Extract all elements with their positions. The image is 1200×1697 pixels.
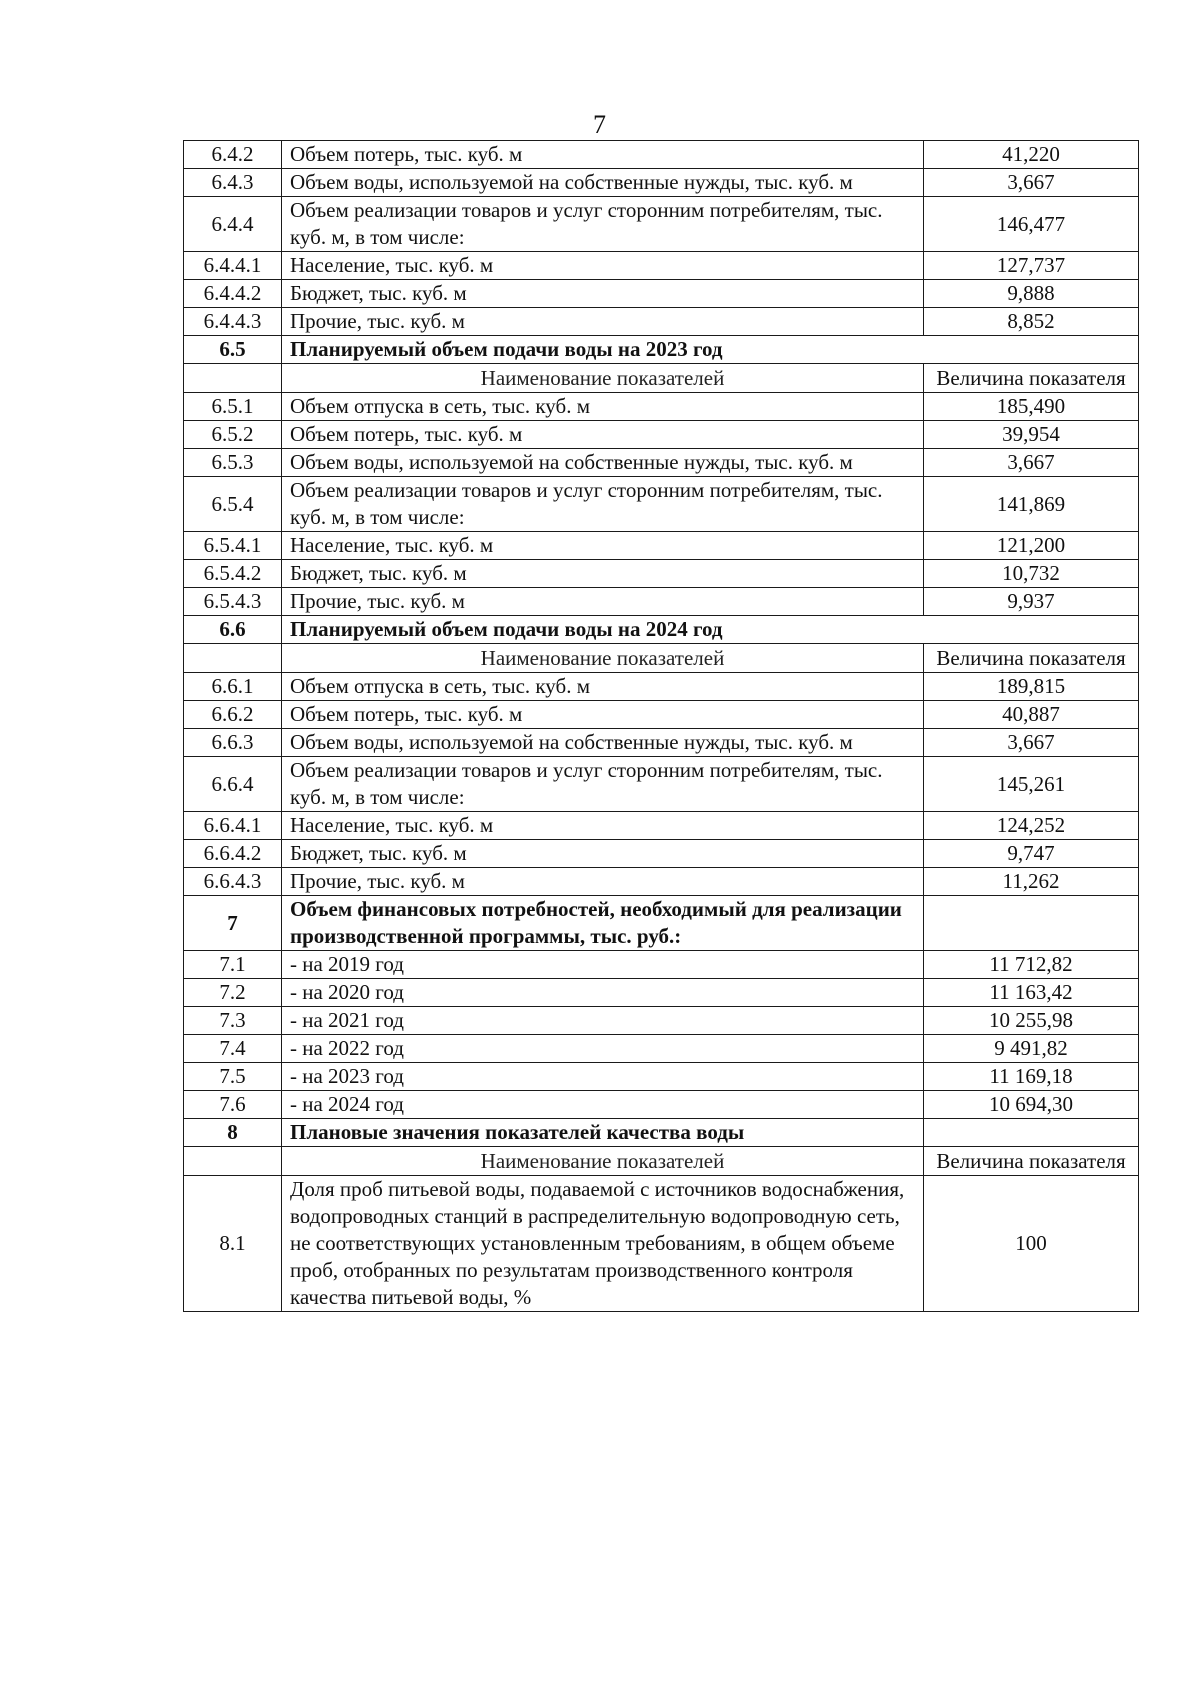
table-row [184, 421, 1139, 449]
table-row [184, 1176, 1139, 1312]
section-row [184, 1119, 1139, 1147]
row-value: 8,852 [924, 308, 1139, 336]
column-header-blank [184, 1147, 282, 1176]
row-name: Доля проб питьевой воды, подаваемой с источников водоснабжения, водопроводных станций в распределительную водопроводную сеть, не соответствующих установленным требованиям, в общем объеме проб, отобранных по результатам производственного контроля качества питьевой воды, % [282, 1176, 924, 1312]
row-number: 6.5.4 [184, 477, 282, 532]
row-name: Бюджет, тыс. куб. м [282, 280, 924, 308]
table-row [184, 812, 1139, 840]
row-number: 8.1 [184, 1176, 282, 1312]
row-name: Объем воды, используемой на собственные нужды, тыс. куб. м [282, 729, 924, 757]
row-value: 41,220 [924, 141, 1139, 169]
row-number: 6.5.4.2 [184, 560, 282, 588]
table-row [184, 588, 1139, 616]
row-name: Объем воды, используемой на собственные нужды, тыс. куб. м [282, 169, 924, 197]
row-number: 6.6.1 [184, 673, 282, 701]
section-title: Планируемый объем подачи воды на 2023 год [282, 336, 1139, 364]
row-name: - на 2020 год [282, 979, 924, 1007]
section-title: Объем финансовых потребностей, необходимый для реализации производственной программы, тыс. руб.: [282, 896, 924, 951]
row-number: 6.4.4.2 [184, 280, 282, 308]
column-header-name: Наименование показателей [282, 644, 924, 673]
table-row [184, 1007, 1139, 1035]
table-row [184, 868, 1139, 896]
row-number: 7.4 [184, 1035, 282, 1063]
table-row [184, 840, 1139, 868]
section-row [184, 896, 1139, 951]
table-row [184, 280, 1139, 308]
row-value: 11 712,82 [924, 951, 1139, 979]
table-row [184, 477, 1139, 532]
row-value: 11 169,18 [924, 1063, 1139, 1091]
row-name: - на 2022 год [282, 1035, 924, 1063]
row-name: Объем потерь, тыс. куб. м [282, 141, 924, 169]
row-value: 3,667 [924, 169, 1139, 197]
row-number: 6.4.4.3 [184, 308, 282, 336]
column-header-blank [184, 364, 282, 393]
table-row [184, 1035, 1139, 1063]
row-value: 145,261 [924, 757, 1139, 812]
column-header-name: Наименование показателей [282, 364, 924, 393]
row-value: 40,887 [924, 701, 1139, 729]
row-value: 146,477 [924, 197, 1139, 252]
row-number: 7.3 [184, 1007, 282, 1035]
row-name: Бюджет, тыс. куб. м [282, 560, 924, 588]
row-value: 9,937 [924, 588, 1139, 616]
table-row [184, 1063, 1139, 1091]
column-header-name: Наименование показателей [282, 1147, 924, 1176]
row-name: Население, тыс. куб. м [282, 252, 924, 280]
row-name: Объем отпуска в сеть, тыс. куб. м [282, 393, 924, 421]
table-row [184, 252, 1139, 280]
row-name: - на 2024 год [282, 1091, 924, 1119]
row-number: 6.4.4 [184, 197, 282, 252]
column-header-blank [184, 644, 282, 673]
table-row [184, 197, 1139, 252]
table-body [184, 141, 1139, 1312]
row-number: 7.1 [184, 951, 282, 979]
row-number: 6.5.2 [184, 421, 282, 449]
row-value: 185,490 [924, 393, 1139, 421]
section-number: 6.5 [184, 336, 282, 364]
row-value: 10 694,30 [924, 1091, 1139, 1119]
row-number: 6.5.4.3 [184, 588, 282, 616]
table-row [184, 449, 1139, 477]
table-row [184, 393, 1139, 421]
row-value: 3,667 [924, 449, 1139, 477]
row-number: 7.6 [184, 1091, 282, 1119]
section-row [184, 336, 1139, 364]
column-header-value: Величина показателя [924, 644, 1139, 673]
row-name: Население, тыс. куб. м [282, 532, 924, 560]
table-row [184, 560, 1139, 588]
row-name: Бюджет, тыс. куб. м [282, 840, 924, 868]
row-value: 9,888 [924, 280, 1139, 308]
column-header-row [184, 364, 1139, 393]
row-number: 6.6.4.1 [184, 812, 282, 840]
row-number: 6.5.4.1 [184, 532, 282, 560]
section-title: Планируемый объем подачи воды на 2024 год [282, 616, 1139, 644]
page-number: 7 [593, 110, 607, 139]
row-value: 3,667 [924, 729, 1139, 757]
table-row [184, 532, 1139, 560]
row-name: Объем реализации товаров и услуг сторонним потребителям, тыс. куб. м, в том числе: [282, 197, 924, 252]
table-row [184, 1091, 1139, 1119]
row-name: Объем воды, используемой на собственные нужды, тыс. куб. м [282, 449, 924, 477]
row-number: 7.5 [184, 1063, 282, 1091]
row-name: Объем потерь, тыс. куб. м [282, 701, 924, 729]
column-header-value: Величина показателя [924, 1147, 1139, 1176]
row-name: Объем потерь, тыс. куб. м [282, 421, 924, 449]
row-name: Прочие, тыс. куб. м [282, 308, 924, 336]
section-value [924, 1119, 1139, 1147]
row-value: 141,869 [924, 477, 1139, 532]
table-row [184, 141, 1139, 169]
table-row [184, 308, 1139, 336]
row-value: 189,815 [924, 673, 1139, 701]
row-value: 9 491,82 [924, 1035, 1139, 1063]
program-indicators-table [183, 140, 1139, 1312]
row-name: - на 2023 год [282, 1063, 924, 1091]
column-header-value: Величина показателя [924, 364, 1139, 393]
row-name: - на 2021 год [282, 1007, 924, 1035]
row-number: 6.4.2 [184, 141, 282, 169]
row-number: 6.5.3 [184, 449, 282, 477]
table-row [184, 673, 1139, 701]
row-name: Население, тыс. куб. м [282, 812, 924, 840]
row-value: 11,262 [924, 868, 1139, 896]
row-number: 6.6.4.3 [184, 868, 282, 896]
row-value: 127,737 [924, 252, 1139, 280]
row-number: 6.6.4 [184, 757, 282, 812]
row-name: - на 2019 год [282, 951, 924, 979]
row-value: 10 255,98 [924, 1007, 1139, 1035]
column-header-row [184, 1147, 1139, 1176]
row-number: 6.4.4.1 [184, 252, 282, 280]
row-value: 10,732 [924, 560, 1139, 588]
row-number: 6.4.3 [184, 169, 282, 197]
row-number: 7.2 [184, 979, 282, 1007]
column-header-row [184, 644, 1139, 673]
table-row [184, 979, 1139, 1007]
section-number: 6.6 [184, 616, 282, 644]
table-row [184, 169, 1139, 197]
row-name: Объем реализации товаров и услуг сторонним потребителям, тыс. куб. м, в том числе: [282, 477, 924, 532]
row-value: 39,954 [924, 421, 1139, 449]
row-value: 124,252 [924, 812, 1139, 840]
section-value [924, 896, 1139, 951]
row-number: 6.6.3 [184, 729, 282, 757]
row-value: 9,747 [924, 840, 1139, 868]
section-number: 8 [184, 1119, 282, 1147]
row-value: 100 [924, 1176, 1139, 1312]
row-number: 6.5.1 [184, 393, 282, 421]
section-title: Плановые значения показателей качества воды [282, 1119, 924, 1147]
table-row [184, 701, 1139, 729]
row-name: Прочие, тыс. куб. м [282, 868, 924, 896]
row-name: Прочие, тыс. куб. м [282, 588, 924, 616]
table-row [184, 729, 1139, 757]
section-number: 7 [184, 896, 282, 951]
row-name: Объем отпуска в сеть, тыс. куб. м [282, 673, 924, 701]
row-number: 6.6.4.2 [184, 840, 282, 868]
row-name: Объем реализации товаров и услуг сторонним потребителям, тыс. куб. м, в том числе: [282, 757, 924, 812]
table-row [184, 757, 1139, 812]
row-value: 121,200 [924, 532, 1139, 560]
section-row [184, 616, 1139, 644]
row-number: 6.6.2 [184, 701, 282, 729]
table-row [184, 951, 1139, 979]
row-value: 11 163,42 [924, 979, 1139, 1007]
